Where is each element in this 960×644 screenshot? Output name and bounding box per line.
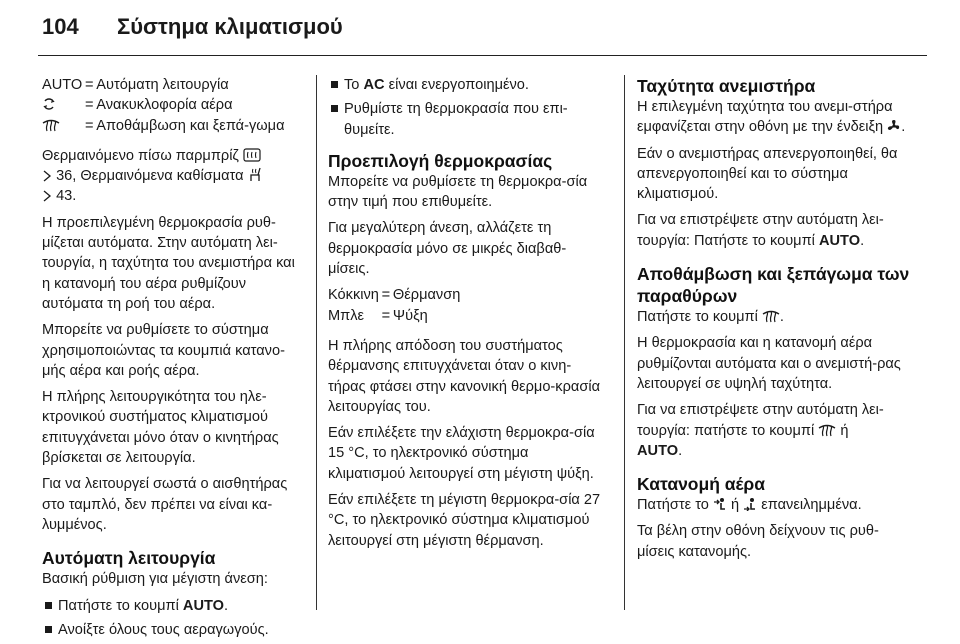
- legend-eq: =: [85, 77, 94, 93]
- text: είναι ενεργοποιημένο.: [388, 77, 529, 93]
- page-reference-icon: [42, 190, 52, 202]
- text: Θερμαινόμενο πίσω παρμπρίζ: [42, 147, 239, 164]
- legend-key: Κόκκινη: [328, 287, 379, 304]
- text: .: [901, 119, 906, 136]
- legend-eq: =: [381, 287, 391, 304]
- recirculation-icon: [42, 95, 82, 115]
- heading-air-distribution: Κατανομή αέρα: [637, 474, 765, 495]
- legend-eq: =: [85, 117, 94, 134]
- paragraph: Τα βέλη στην οθόνη δείχνουν τις ρυθ-μίσεις κατανομής.: [637, 523, 879, 560]
- column-3: [637, 75, 915, 568]
- bullet-item: [42, 596, 304, 616]
- defrost-icon: [762, 309, 780, 323]
- legend-row-red: [328, 285, 460, 305]
- paragraph: Μπορείτε να ρυθμίσετε το σύστημα χρησιμοποιώντας τα κουμπιά κατανο-μής αέρα και ροής αέρα.: [42, 322, 285, 379]
- paragraph: Για να λειτουργεί σωστά ο αισθητήρας στο ταμπλό, δεν πρέπει να είναι κα-λυμμένος.: [42, 476, 288, 533]
- auto-label: AUTO: [637, 442, 679, 459]
- rear-window-heat-icon: [243, 148, 261, 162]
- paragraph: [637, 495, 915, 515]
- legend-key-auto: AUTO: [42, 77, 83, 93]
- paragraph: [637, 307, 915, 327]
- text: .: [678, 442, 683, 459]
- defrost-icon: [818, 423, 836, 437]
- fan-icon: [887, 119, 901, 133]
- auto-label: AUTO: [818, 232, 861, 249]
- legend-eq: =: [381, 307, 391, 324]
- text: ή: [840, 422, 849, 439]
- legend-value: Θέρμανση: [392, 287, 461, 304]
- heading-defrost-windows: Αποθάμβωση και ξεπάγωμα των παραθύρων: [637, 264, 910, 307]
- ac-label: AC: [363, 77, 385, 93]
- text: επανειλημμένα.: [761, 497, 862, 514]
- paragraph: Η πλήρης απόδοση του συστήματος θέρμανσης επιτυγχάνεται όταν ο κινη-τήρας φτάσει στην κανονική θερμο-κρασία λειτουργίας του.: [328, 337, 601, 415]
- paragraph: [637, 97, 915, 138]
- paragraph-heated-features: [42, 146, 304, 207]
- text: Το: [344, 77, 360, 93]
- text: Πατήστε το κουμπί: [637, 309, 758, 326]
- page-reference-icon: [42, 170, 52, 182]
- legend-row-auto: [42, 75, 285, 95]
- text: .: [224, 597, 229, 614]
- column-2: [328, 75, 604, 557]
- paragraph: Εάν ο ανεμιστήρας απενεργοποιηθεί, θα απενεργοποιηθεί και το σύστημα κλιματισμού.: [637, 145, 898, 203]
- legend-value: Αυτόματη λειτουργία: [96, 77, 229, 93]
- color-legend: [328, 285, 460, 326]
- legend-value: Ψύξη: [392, 307, 428, 324]
- paragraph: Η θερμοκρασία και η κατανομή αέρα ρυθμίζονται αυτόματα και ο ανεμιστή-ρας λειτουργεί σε υψηλή ταχύτητα.: [637, 335, 901, 392]
- heading-auto-mode: Αυτόματη λειτουργία: [42, 548, 216, 569]
- column-divider-1: [316, 75, 317, 610]
- legend-eq: =: [85, 97, 94, 114]
- heading-temperature-preset: Προεπιλογή θερμοκρασίας: [328, 150, 553, 171]
- text: Η επιλεγμένη ταχύτητα του ανεμι-στήρα εμφανίζεται στην οθόνη με την ένδειξη: [637, 99, 893, 136]
- legend-row-blue: [328, 306, 460, 326]
- text: Για να επιστρέψετε στην αυτόματη λει-τουργία: πατήστε το κουμπί: [637, 402, 884, 439]
- text: .: [860, 232, 865, 249]
- text: ή: [731, 497, 740, 514]
- legend-value: Ανακυκλοφορία αέρα: [96, 97, 233, 114]
- paragraph: Για μεγαλύτερη άνεση, αλλάζετε τη θερμοκρασία μόνο σε μικρές διαβαθ-μίσεις.: [328, 220, 567, 278]
- legend-value: Αποθάμβωση και ξεπά-γωμα: [96, 117, 285, 134]
- bullet-item: Ρυθμίστε τη θερμοκρασία που επι-θυμείτε.: [328, 99, 604, 140]
- text: .: [779, 309, 784, 326]
- legend-row-defrost: [42, 116, 285, 136]
- paragraph: [637, 400, 915, 461]
- seat-heat-icon: [248, 166, 262, 182]
- bullet-item: [328, 75, 604, 95]
- legend-row-recirculation: [42, 95, 285, 115]
- auto-label: AUTO: [182, 597, 225, 614]
- legend-key: Μπλε: [328, 307, 365, 324]
- text: Πατήστε το: [637, 497, 709, 514]
- paragraph: Η πλήρης λειτουργικότητα του ηλε-κτρονικού συστήματος κλιματισμού επιτυγχάνεται μόνο όταν ο κινητήρας βρίσκεται σε λειτουργία.: [42, 389, 279, 467]
- defrost-icon: [42, 116, 82, 136]
- paragraph: [637, 210, 915, 251]
- paragraph: Μπορείτε να ρυθμίσετε τη θερμοκρα-σία στην τιμή που επιθυμείτε.: [328, 173, 588, 211]
- column-1: [42, 75, 304, 644]
- page-number: 104: [42, 14, 79, 39]
- bullet-item: Ανοίξτε όλους τους αεραγωγούς.: [42, 620, 304, 640]
- text: Πατήστε το κουμπί: [58, 597, 179, 614]
- paragraph: Βασική ρύθμιση για μέγιστη άνεση:: [42, 571, 268, 588]
- paragraph: Η προεπιλεγμένη θερμοκρασία ρυθ-μίζεται αυτόματα. Στην αυτόματη λει-τουργία, η ταχύτητα του ανεμιστήρα και η κατανομή του αέρα ρυθμίζουν αυτόματα τη ροή του αέρα.: [42, 214, 295, 312]
- column-divider-2: [624, 75, 625, 610]
- air-to-feet-icon: [743, 497, 757, 511]
- air-to-face-icon: [713, 497, 727, 511]
- text: 36, Θερμαινόμενα καθίσματα: [56, 168, 244, 185]
- text: 43.: [56, 188, 77, 205]
- header-rule: [38, 55, 927, 56]
- paragraph: Εάν επιλέξετε την ελάχιστη θερμοκρα-σία 15 °C, το ηλεκτρονικό σύστημα κλιματισμού λειτουργεί στη μέγιστη ψύξη.: [328, 425, 595, 482]
- text: Για να επιστρέψετε στην αυτόματη λει-τουργία: Πατήστε το κουμπί: [637, 212, 884, 249]
- paragraph: Εάν επιλέξετε τη μέγιστη θερμοκρα-σία 27 °C, το ηλεκτρονικό σύστημα κλιματισμού λειτουργεί στη μέγιστη θέρμανση.: [328, 492, 601, 549]
- heading-fan-speed: Ταχύτητα ανεμιστήρα: [637, 76, 816, 96]
- page-title: Σύστημα κλιματισμού: [117, 14, 343, 39]
- button-legend: [42, 75, 285, 136]
